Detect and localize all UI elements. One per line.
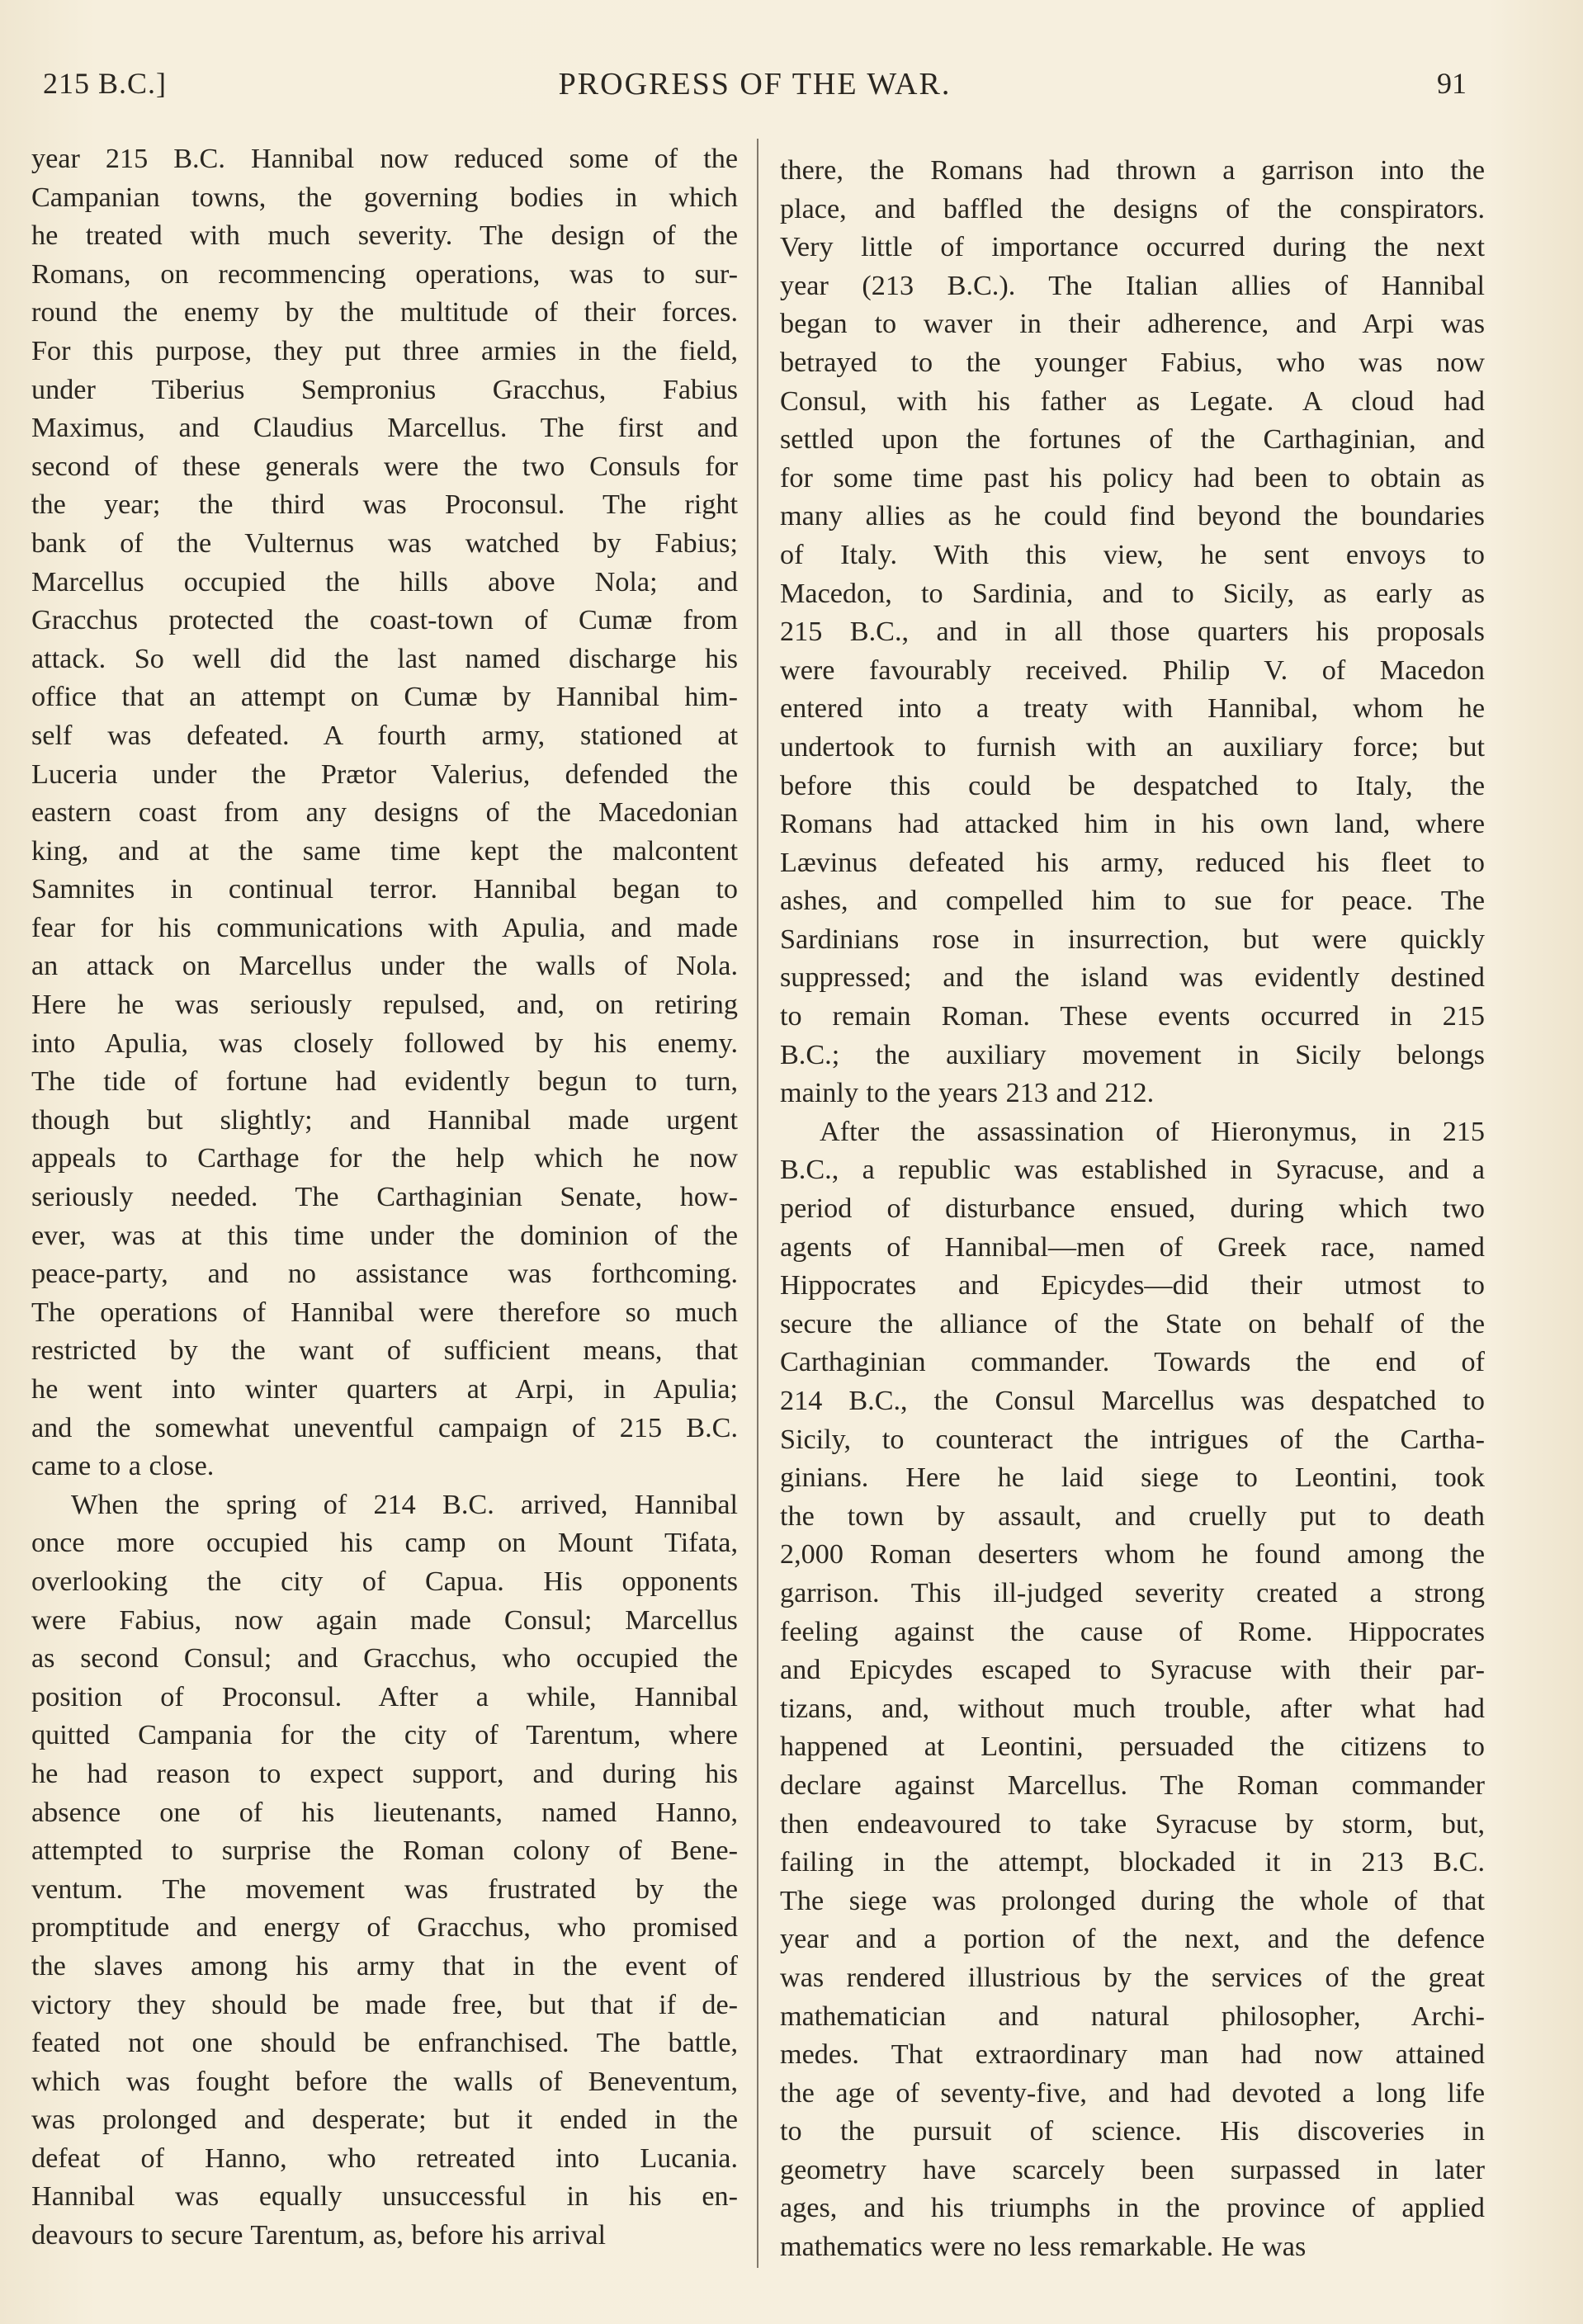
text-line: round the enemy by the multitude of their forces. [31,297,738,328]
text-line: he had reason to expect support, and during his [31,1758,738,1789]
text-line: bank of the Vulternus was watched by Fabius; [31,527,738,559]
text-line: Sicily, to counteract the intrigues of the Cartha- [780,1424,1485,1455]
text-line: failing in the attempt, blockaded it in 213 B.C. [780,1847,1485,1878]
text-line: absence one of his lieutenants, named Hanno, [31,1797,738,1828]
text-line: the slaves among his army that in the event of [31,1950,738,1982]
running-head-date: 215 B.C.] [43,67,168,100]
text-line: Hippocrates and Epicydes—did their utmost to [780,1270,1485,1301]
text-line: Marcellus occupied the hills above Nola; and [31,566,738,598]
text-line: The operations of Hannibal were therefore so much [31,1297,738,1328]
text-line: Consul, with his father as Legate. A cloud had [780,385,1485,417]
text-line: the town by assault, and cruelly put to death [780,1500,1485,1532]
text-line: undertook to furnish with an auxiliary force; but [780,731,1485,763]
text-line: into Apulia, was closely followed by his enemy. [31,1027,738,1059]
text-line: Maximus, and Claudius Marcellus. The first and [31,413,738,444]
text-line: Gracchus protected the coast-town of Cumæ from [31,605,738,636]
text-line: Very little of importance occurred during the next [780,232,1485,263]
text-line: king, and at the same time kept the malcontent [31,835,738,867]
text-line: tizans, and, without much trouble, after what had [780,1693,1485,1724]
text-line: of Italy. With this view, he sent envoys to [780,539,1485,570]
text-line: agents of Hannibal—men of Greek race, named [780,1231,1485,1263]
text-line: deavours to secure Tarentum, as, before his arrival [31,2220,607,2251]
text-line: Samnites in continual terror. Hannibal began to [31,874,738,905]
left-text-column [31,140,738,2256]
text-line: attack. So well did the last named discharge his [31,643,738,674]
text-line: mathematics were no less remarkable. He was [780,2232,1307,2263]
text-line: The siege was prolonged during the whole of that [780,1885,1485,1916]
text-line: under Tiberius Sempronius Gracchus, Fabius [31,374,738,405]
text-line: Macedon, to Sardinia, and to Sicily, as early as [780,578,1485,609]
text-line: office that an attempt on Cumæ by Hannibal him- [31,682,738,713]
text-line: feeling against the cause of Rome. Hippocrates [780,1616,1485,1647]
text-line: were Fabius, now again made Consul; Marcellus [31,1604,738,1636]
text-line: the year; the third was Proconsul. The right [31,489,738,521]
page-number: 91 [1437,67,1467,100]
text-line: were favourably received. Philip V. of Macedon [780,654,1485,686]
text-line: then endeavoured to take Syracuse by storm, but, [780,1808,1485,1840]
text-line: was prolonged and desperate; but it ended in the [31,2104,738,2136]
text-line: ages, and his triumphs in the province of applied [780,2193,1485,2224]
text-line: for some time past his policy had been to obtain as [780,462,1485,494]
text-line: second of these generals were the two Consuls for [31,451,738,482]
text-line: restricted by the want of sufficient means, that [31,1335,738,1367]
text-line: an attack on Marcellus under the walls of Nola. [31,951,738,982]
text-line: and Epicydes escaped to Syracuse with their par- [780,1655,1485,1686]
text-line: to the pursuit of science. His discoveries in [780,2116,1485,2147]
text-line: quitted Campania for the city of Tarentum, where [31,1720,738,1751]
right-text-column [780,152,1485,2267]
text-line: Carthaginian commander. Towards the end of [780,1347,1485,1378]
text-line: medes. That extraordinary man had now attained [780,2039,1485,2071]
text-line: position of Proconsul. After a while, Hannibal [31,1681,738,1712]
text-line: began to waver in their adherence, and Arpi was [780,309,1485,340]
text-line: 214 B.C., the Consul Marcellus was despatched to [780,1386,1485,1416]
text-line: self was defeated. A fourth army, stationed at [31,720,738,751]
text-line: defeat of Hanno, who retreated into Lucania. [31,2142,738,2174]
column-divider [757,139,758,2268]
text-line: place, and baffled the designs of the conspirators. [780,193,1485,224]
text-line: appeals to Carthage for the help which he now [31,1143,738,1174]
text-line: peace-party, and no assistance was forthcoming. [31,1259,738,1290]
text-line: The tide of fortune had evidently begun to turn, [31,1066,738,1098]
text-line: Lævinus defeated his army, reduced his fleet to [780,847,1485,878]
text-line: ventum. The movement was frustrated by the [31,1873,738,1905]
text-line: Romans had attacked him in his own land, where [780,809,1485,840]
text-line: before this could be despatched to Italy, the [780,770,1485,801]
text-line: Hannibal was equally unsuccessful in his en- [31,2181,738,2213]
text-line: attempted to surprise the Roman colony of Bene- [31,1835,738,1867]
text-line: happened at Leontini, persuaded the citizens to [780,1731,1485,1763]
text-line: period of disturbance ensued, during which two [780,1193,1485,1225]
text-line: Campanian towns, the governing bodies in which [31,182,738,213]
text-line: promptitude and energy of Gracchus, who promised [31,1912,738,1944]
text-line: mathematician and natural philosopher, Archi- [780,2000,1485,2032]
text-line: entered into a treaty with Hannibal, whom he [780,693,1485,725]
text-line: year (213 B.C.). The Italian allies of Hannibal [780,270,1485,301]
text-line: feated not one should be enfranchised. The battle, [31,2028,738,2059]
text-line: overlooking the city of Capua. His opponents [31,1566,738,1597]
text-line: he treated with much severity. The design of the [31,220,738,252]
text-line: 215 B.C., and in all those quarters his proposals [780,616,1485,648]
text-line: After the assassination of Hieronymus, in 215 [820,1116,1485,1147]
text-line: When the spring of 214 B.C. arrived, Hannibal [71,1489,738,1520]
text-line: 2,000 Roman deserters whom he found among the [780,1539,1485,1571]
text-line: ever, was at this time under the dominion of the [31,1220,738,1251]
text-line: B.C.; the auxiliary movement in Sicily belongs [780,1039,1485,1070]
text-line: garrison. This ill-judged severity created a strong [780,1577,1485,1608]
text-line: which was fought before the walls of Beneventum, [31,2066,738,2097]
text-line: B.C., a republic was established in Syracuse, and a [780,1155,1485,1186]
text-line: there, the Romans had thrown a garrison into the [780,155,1485,186]
text-line: Here he was seriously repulsed, and, on retiring [31,990,738,1021]
text-line: to remain Roman. These events occurred in 215 [780,1001,1485,1032]
text-line: as second Consul; and Gracchus, who occupied the [31,1643,738,1675]
text-line: Romans, on recommencing operations, was to sur- [31,258,738,290]
text-line: eastern coast from any designs of the Macedonian [31,797,738,829]
text-line: though but slightly; and Hannibal made urgent [31,1104,738,1136]
text-line: and the somewhat uneventful campaign of 215 B.C. [31,1412,738,1443]
text-line: mainly to the years 213 and 212. [780,1078,1155,1109]
text-line: year and a portion of the next, and the defence [780,1924,1485,1955]
text-line: Luceria under the Prætor Valerius, defended the [31,758,738,790]
text-line: was rendered illustrious by the services of the great [780,1962,1485,1993]
text-line: victory they should be made free, but that if de- [31,1989,738,2020]
text-line: secure the alliance of the State on behalf of the [780,1308,1485,1339]
text-line: ginians. Here he laid siege to Leontini, took [780,1462,1485,1494]
text-line: the age of seventy-five, and had devoted a long life [780,2077,1485,2109]
text-line: suppressed; and the island was evidently destined [780,962,1485,994]
text-line: came to a close. [31,1451,215,1482]
text-line: geometry have scarcely been surpassed in later [780,2154,1485,2185]
text-line: Sardinians rose in insurrection, but were quickly [780,923,1485,955]
text-line: once more occupied his camp on Mount Tifata, [31,1528,738,1559]
text-line: ashes, and compelled him to sue for peace. The [780,886,1485,917]
running-head [43,66,1467,116]
text-line: declare against Marcellus. The Roman commander [780,1769,1485,1801]
text-line: betrayed to the younger Fabius, who was now [780,347,1485,378]
text-line: year 215 B.C. Hannibal now reduced some of the [31,144,738,174]
text-line: many allies as he could find beyond the boundaries [780,501,1485,532]
text-line: For this purpose, they put three armies in the field, [31,335,738,366]
running-head-title: PROGRESS OF THE WAR. [558,67,952,102]
text-line: settled upon the fortunes of the Carthaginian, and [780,424,1485,456]
text-line: seriously needed. The Carthaginian Senate, how- [31,1182,738,1213]
text-line: he went into winter quarters at Arpi, in Apulia; [31,1374,738,1405]
text-line: fear for his communications with Apulia, and made [31,912,738,943]
